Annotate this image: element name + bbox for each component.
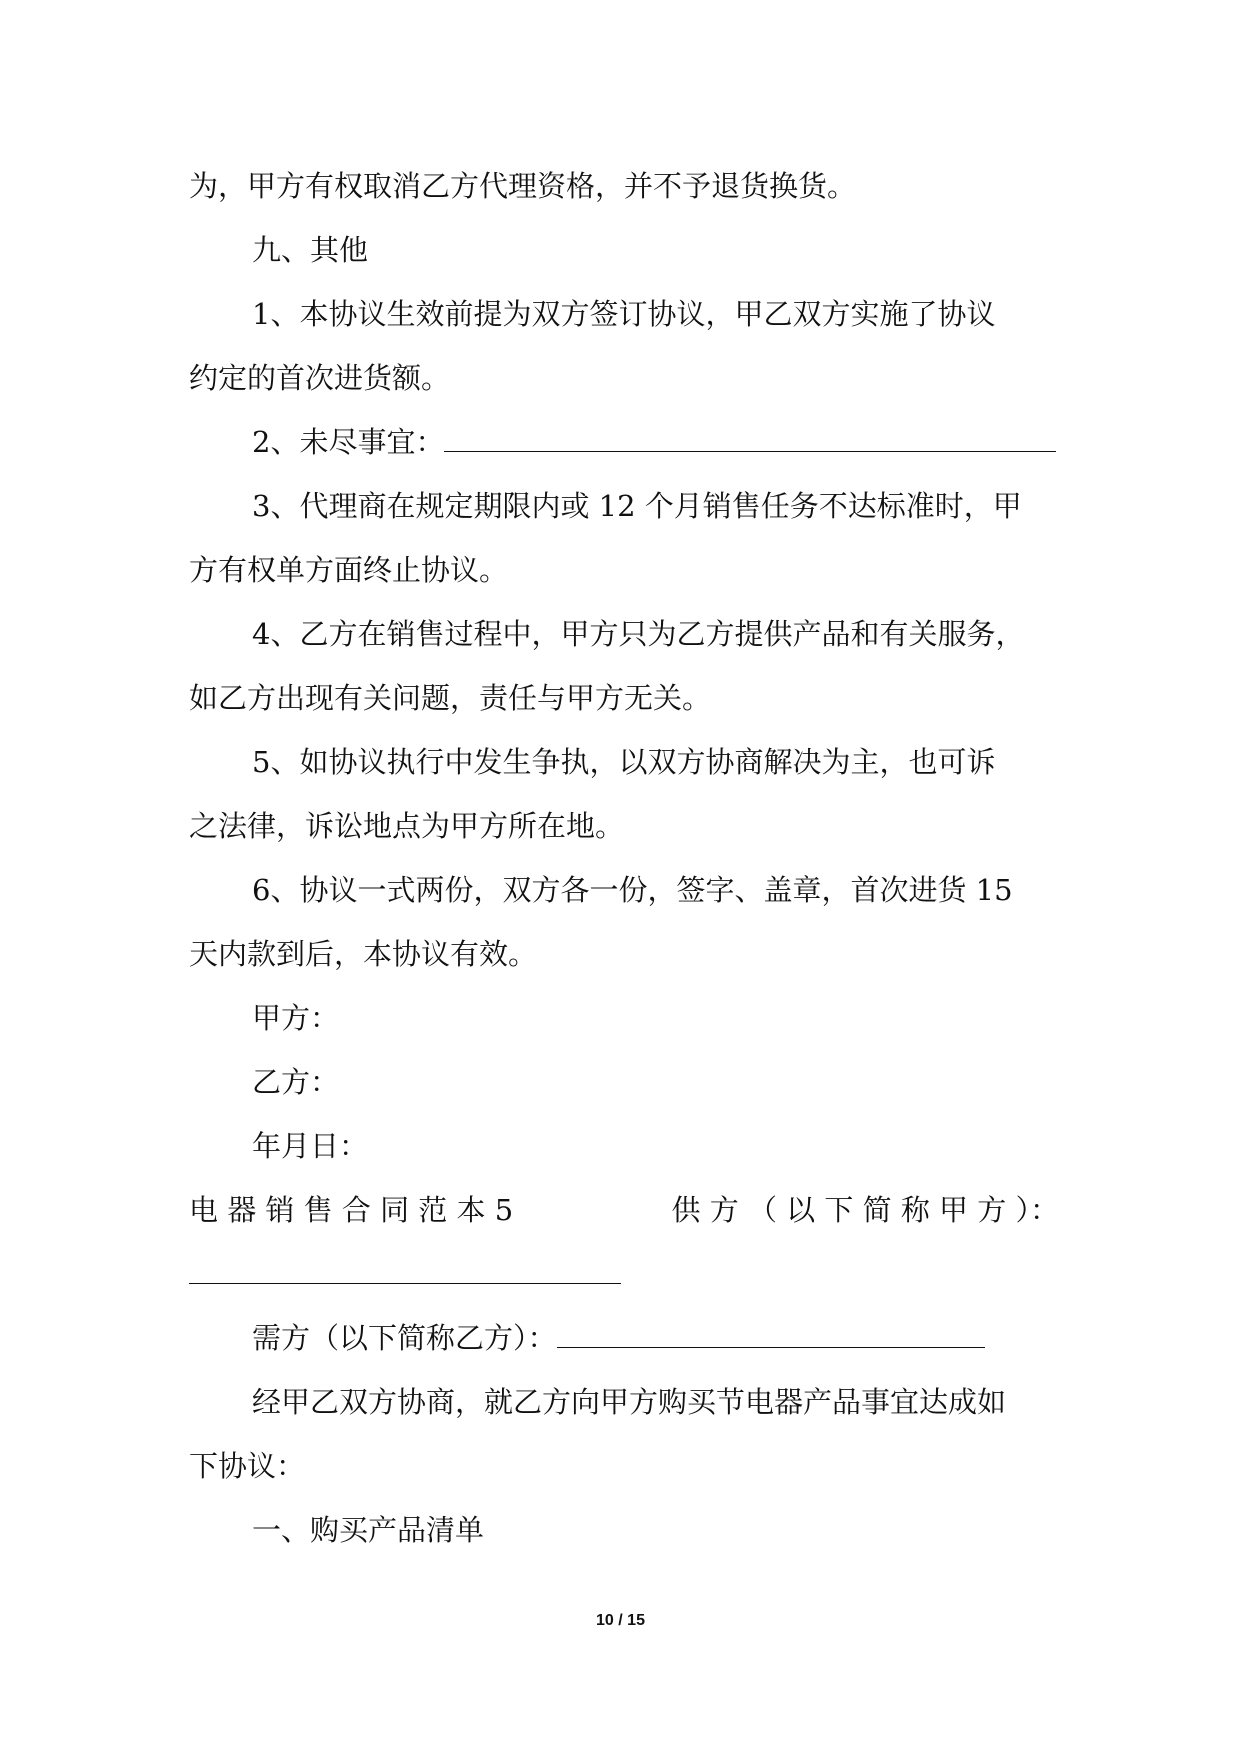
section-heading: 九、其他: [252, 233, 369, 267]
clause-1-line-2: 约定的首次进货额。: [189, 361, 451, 395]
clause-3-line-1: 3、代理商在规定期限内或 12 个月销售任务不达标准时，甲: [252, 489, 1022, 523]
section-heading: 一、购买产品清单: [252, 1513, 485, 1547]
clause-2-label: 2、未尽事宜：: [252, 425, 445, 459]
agreement-intro-line-1: 经甲乙双方协商，就乙方向甲方购买节电器产品事宜达成如: [252, 1385, 1007, 1419]
clause-5-line-2: 之法律，诉讼地点为甲方所在地。: [189, 809, 625, 843]
clause-4-line-1: 4、乙方在销售过程中，甲方只为乙方提供产品和有关服务，: [252, 617, 1025, 651]
date-label: 年月日：: [252, 1129, 369, 1163]
buyer-label: 需方（以下简称乙方）：: [252, 1321, 557, 1355]
paragraph-line: 为，甲方有权取消乙方代理资格，并不予退货换货。: [189, 169, 857, 203]
blank-underline: [557, 1319, 985, 1348]
clause-6-line-1: 6、协议一式两份，双方各一份，签字、盖章，首次进货 15: [252, 873, 1013, 907]
buyer-line: [252, 1318, 1052, 1358]
clause-1-line-1: 1、本协议生效前提为双方签订协议，甲乙双方实施了协议: [252, 297, 996, 331]
contract-title-line: [189, 1190, 1059, 1230]
blank-underline: [189, 1255, 621, 1284]
contract-title: 电 器 销 售 合 同 范 本 5: [189, 1193, 514, 1227]
agreement-intro-line-2: 下协议：: [189, 1449, 306, 1483]
party-b-label: 乙方：: [252, 1065, 340, 1099]
title-row: [189, 1190, 1059, 1230]
clause-6-line-2: 天内款到后，本协议有效。: [189, 937, 538, 971]
supplier-label: 供 方 （ 以 下 简 称 甲 方 ）：: [671, 1193, 1059, 1227]
supplier-blank-line: [189, 1254, 1059, 1294]
page-number: 10 / 15: [596, 1612, 645, 1629]
clause-4-line-2: 如乙方出现有关问题，责任与甲方无关。: [189, 681, 712, 715]
clause-2: [252, 422, 1062, 462]
party-a-label: 甲方：: [252, 1001, 340, 1035]
clause-3-line-2: 方有权单方面终止协议。: [189, 553, 509, 587]
clause-5-line-1: 5、如协议执行中发生争执，以双方协商解决为主，也可诉: [252, 745, 996, 779]
blank-underline: [444, 423, 1056, 452]
